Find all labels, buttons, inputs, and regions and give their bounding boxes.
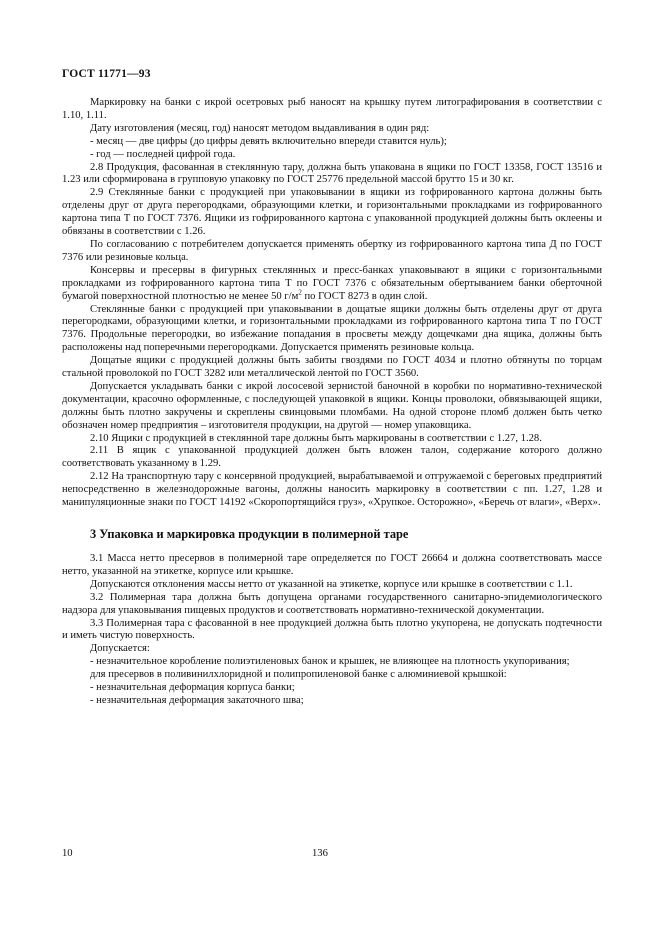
paragraph: для пресервов в поливинилхлоридной и полипропиленовой банке с алюминиевой крышкой: (90, 669, 507, 681)
paragraph: 2.11 В ящик с упакованной продукцией должен быть вложен талон, содержание которого должно соответствовать указанному в 1.29. (62, 445, 602, 470)
paragraph: Дощатые ящики с продукцией должны быть забиты гвоздями по ГОСТ 4034 и плотно обтянуты по торцам стальной проволокой по ГОСТ 3282 или металлической лентой по ГОСТ 3560. (62, 355, 602, 380)
page-number-center: 136 (312, 848, 328, 859)
superscript: 2 (298, 288, 302, 297)
document-code-header: ГОСТ 11771—93 (62, 68, 151, 80)
paragraph-text: Консервы и пресервы в фигурных стеклянных и пресс-банках упаковывают в ящики с горизонтальными прокладками из гофрированного картона типа Т по ГОСТ 7376 с обязательным обертыванием банки оберточной бумагой поверхностной плотностью не менее 50 г/м (62, 264, 602, 302)
paragraph-text-suffix: по ГОСТ 8273 в один слой. (301, 290, 428, 302)
paragraph: 3.2 Полимерная тара должна быть допущена органами государственного санитарно-эпидемиологического надзора для упаковывания пищевых продуктов и соответствовать нормативно-технической документации. (62, 591, 602, 616)
list-item: - год — последней цифрой года. (90, 148, 236, 160)
document-body (62, 97, 602, 708)
paragraph: 2.10 Ящики с продукцией в стеклянной таре должны быть маркированы в соответствии с 1.27, 1.28. (90, 432, 542, 444)
list-item: - месяц — две цифры (до цифры девять включительно впереди ставится нуль); (90, 135, 447, 147)
paragraph: Допускается: (90, 643, 150, 655)
paragraph: 2.9 Стеклянные банки с продукцией при упаковывании в ящики из гофрированного картона должны быть отделены друг от друга перегородками, образующими клетки, и горизонтальными прокладками из гофрированного картона типа Т по ГОСТ 7376. Ящики из гофрированного картона с упакованной продукцией должны быть оклеены и обвязаны в соответствии с 1.26. (62, 187, 602, 238)
paragraph-with-superscript (62, 265, 602, 304)
paragraph: 2.8 Продукция, фасованная в стеклянную тару, должна быть упакована в ящики по ГОСТ 13358, ГОСТ 13516 и 1.23 или сформирована в групповую упаковку по ГОСТ 25776 предельной массой брутто 15 и 30 кг. (62, 161, 602, 186)
paragraph: 3.3 Полимерная тара с фасованной в нее продукцией должна быть плотно укупорена, не допускать подтечности и иметь чистую поверхность. (62, 617, 602, 642)
paragraph: 2.12 На транспортную тару с консервной продукцией, вырабатываемой и отгружаемой с береговых предприятий непосредственно в железнодорожные вагоны, должны наносить маркировку в соответствии с пп. 1.27, 1.28 и манипуляционные знаки по ГОСТ 14192 «Скоропортящийся груз», «Хрупкое. Осторожно», «Беречь от влаги», «Верх». (62, 471, 602, 509)
paragraph: Допускается укладывать банки с икрой лососевой зернистой баночной в коробки по нормативно-технической документации, красочно оформленные, с последующей упаковкой в ящики. Концы проволоки, обвязывающей ящики, должны быть плотно закручены и скреплены свинцовыми пломбами. На одной стороне пломб должен быть четко обозначен номер предприятия – изготовителя продукции, на другой — номер упаковщика. (62, 380, 602, 431)
list-item: - незначительная деформация закаточного шва; (90, 694, 304, 706)
list-item: - незначительная деформация корпуса банки; (90, 682, 295, 694)
paragraph: 3.1 Масса нетто пресервов в полимерной таре определяется по ГОСТ 26664 и должна соответствовать массе нетто, указанной на этикетке, корпусе или крышке. (62, 553, 602, 577)
paragraph: По согласованию с потребителем допускается применять обертку из гофрированного картона типа Д по ГОСТ 7376 или резиновые кольца. (62, 238, 602, 263)
list-item: - незначительное коробление полиэтиленовых банок и крышек, не влияющее на плотность укупоривания; (90, 656, 570, 668)
paragraph: Маркировку на банки с икрой осетровых рыб наносят на крышку путем литографирования в соответствии с 1.10, 1.11. (62, 97, 602, 121)
section-heading: 3 Упаковка и маркировка продукции в полимерной таре (90, 527, 409, 541)
paragraph: Стеклянные банки с продукцией при упаковывании в дощатые ящики должны быть отделены друг от друга перегородками, образующими клетки, и горизонтальными прокладками из гофрированного картона типа Т по ГОСТ 7376. Продольные перегородки, во избежание попадания в просветы между дощечками дна ящика, должны быть расположены над поперечными перегородками. Допускается применять резиновые кольца. (62, 303, 602, 354)
paragraph: Дату изготовления (месяц, год) наносят методом выдавливания в один ряд: (90, 122, 430, 134)
page-number-left: 10 (62, 848, 73, 859)
paragraph: Допускаются отклонения массы нетто от указанной на этикетке, корпусе или крышке в соответствии с 1.1. (90, 578, 573, 590)
